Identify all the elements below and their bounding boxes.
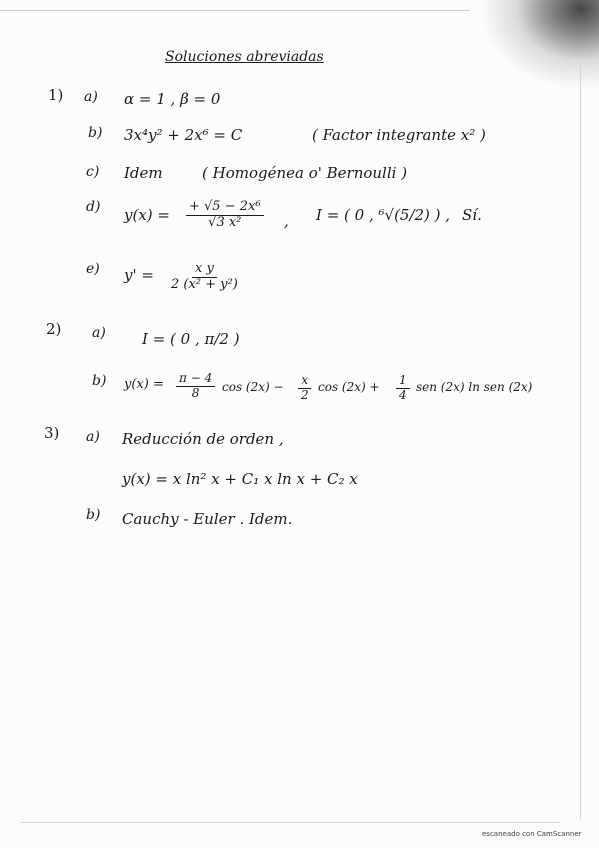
p1-c-note: ( Homogénea o' Bernoulli )	[202, 164, 408, 182]
p2-b-term-2: cos (2x) +	[318, 380, 380, 394]
p1-d-interval: I = ( 0 , ⁶√(5/2) ) ,	[316, 206, 451, 224]
p3-a-equation: y(x) = x ln² x + C₁ x ln x + C₂ x	[122, 470, 358, 488]
page-edge-bottom	[20, 822, 560, 823]
problem-1-number: 1)	[48, 86, 64, 104]
p2-b-fraction-3-numerator: 1	[396, 374, 410, 389]
problem-2-number: 2)	[46, 320, 62, 338]
p3-b-answer: Cauchy - Euler . Idem.	[122, 510, 293, 528]
p2-b-fraction-3	[396, 374, 410, 403]
p1-e-lhs: y' =	[124, 266, 154, 284]
p1-d-note: Sí.	[462, 206, 482, 224]
scan-corner-shadow	[479, 0, 599, 90]
page-edge-right	[580, 60, 581, 820]
p1-d-fraction	[186, 200, 264, 231]
p2-b-lhs: y(x) =	[124, 377, 164, 392]
p1-e-fraction	[168, 262, 241, 293]
scanner-watermark: escaneado con CamScanner	[482, 830, 582, 838]
p3-b-label: b)	[86, 507, 101, 523]
p1-d-label: d)	[86, 199, 101, 215]
page-edge-top	[0, 10, 470, 11]
p2-b-term-1: cos (2x) −	[222, 380, 284, 394]
p1-c-answer: Idem	[124, 164, 163, 182]
p1-d-lhs: y(x) =	[124, 206, 170, 224]
p2-b-fraction-2-numerator: x	[298, 374, 311, 389]
p2-b-fraction-1-numerator: π − 4	[176, 372, 215, 387]
p2-a-label: a)	[92, 325, 106, 341]
p2-b-label: b)	[92, 373, 107, 389]
p3-a-answer: Reducción de orden ,	[122, 430, 284, 448]
p1-e-fraction-denominator: 2 (x² + y²)	[171, 276, 238, 292]
p1-a-label: a)	[84, 89, 98, 105]
problem-3-number: 3)	[44, 424, 60, 442]
page-title: Soluciones abreviadas	[165, 49, 324, 65]
p2-b-fraction-3-denominator: 4	[399, 387, 407, 402]
p1-c-label: c)	[86, 164, 100, 180]
p1-d-fraction-denominator: √3 x²	[208, 214, 242, 230]
p2-b-fraction-2-denominator: 2	[301, 387, 309, 402]
p2-b-term-3: sen (2x) ln sen (2x)	[416, 380, 533, 394]
p1-d-fraction-numerator: + √5 − 2x⁶	[186, 200, 264, 216]
p2-b-fraction-2	[298, 374, 312, 403]
p1-a-answer: α = 1 , β = 0	[124, 90, 221, 108]
p2-a-answer: I = ( 0 , π/2 )	[142, 330, 240, 348]
p1-e-fraction-numerator: x y	[192, 262, 217, 278]
p3-a-label: a)	[86, 429, 100, 445]
p1-b-answer: 3x⁴y² + 2x⁶ = C	[124, 126, 243, 144]
p1-d-separator: ,	[284, 212, 289, 230]
p1-e-label: e)	[86, 261, 100, 277]
p1-b-note: ( Factor integrante x² )	[312, 126, 486, 144]
p2-b-fraction-1	[176, 372, 215, 401]
p2-b-fraction-1-denominator: 8	[191, 385, 200, 400]
p1-b-label: b)	[88, 125, 103, 141]
